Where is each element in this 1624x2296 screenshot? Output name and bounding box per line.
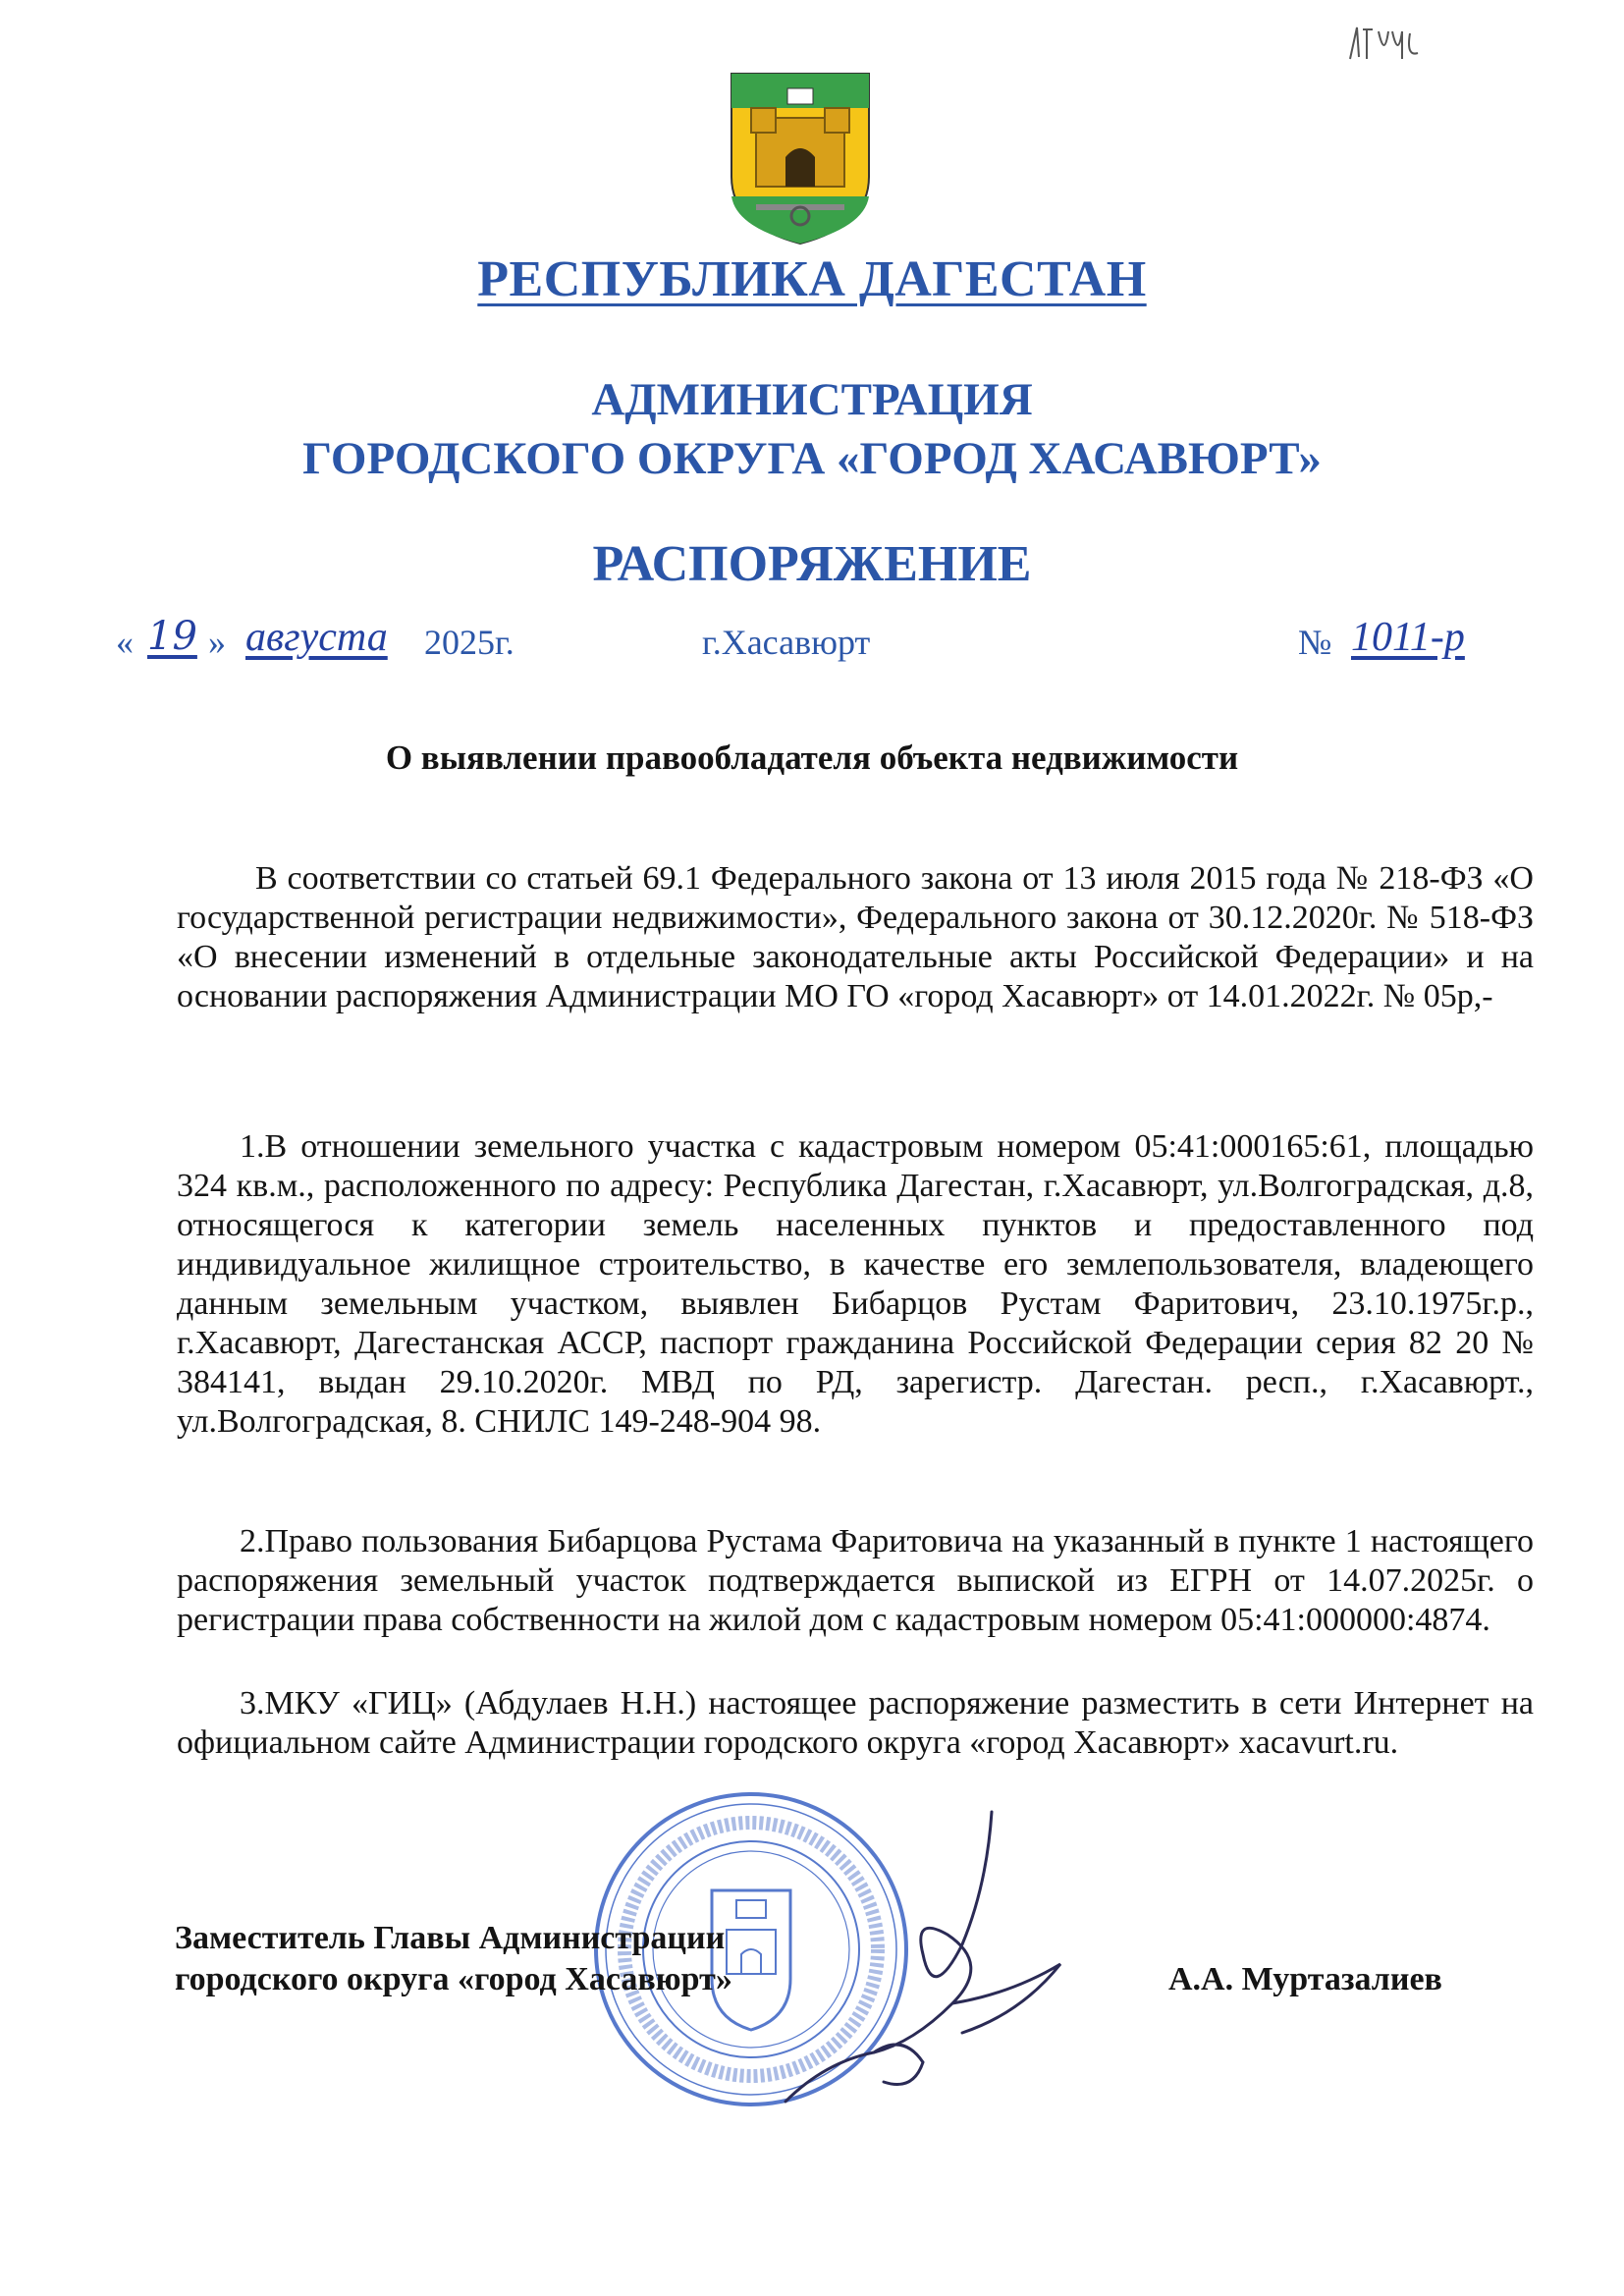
document-number-label: № <box>1298 623 1332 662</box>
administration-heading-line1: АДМИНИСТРАЦИЯ <box>591 374 1033 425</box>
signatory-position-line2: городского округа «город Хасавюрт» <box>175 1961 732 1997</box>
document-type-heading: РАСПОРЯЖЕНИЕ <box>592 536 1032 592</box>
item-1-paragraph: 1.В отношении земельного участка с кадастровым номером 05:41:000165:61, площадью 324 кв.м., расположенного по адресу: Республика Дагестан, г.Хасавюрт, ул.Волгоградская, д.8, относящегося к категории земель населенных пунктов и предоставленного под индивидуальное жилищное строительство, в качестве его землепользователя, владеющего данным земельным участком, выявлен Бибарцов Рустам Фаритович, 23.10.1975г.р., г.Хасавюрт, Дагестанская АССР, паспорт гражданина Российской Федерации серия 82 20 № 384141, выдан 29.10.2020г. МВД по РД, зарегистр. Дагестан. респ., г.Хасавюрт., ул.Волгоградская, 8. СНИЛС 149-248-904 98. <box>177 1128 1534 1440</box>
date-number-line <box>0 614 1624 673</box>
intro-paragraph: В соответствии со статьей 69.1 Федерального закона от 13 июля 2015 года № 218-ФЗ «О государственной регистрации недвижимости», Федерального закона от 30.12.2020г. № 518-ФЗ «О внесении изменений в отдельные законодательные акты Российской Федерации» и на основании распоряжения Администрации МО ГО «город Хасавюрт» от 14.01.2022г. № 05р,- <box>177 860 1534 1014</box>
date-day-handwritten: 19 <box>147 614 197 659</box>
handwritten-corner-mark <box>1345 20 1453 69</box>
city-coat-of-arms-icon <box>727 69 874 246</box>
date-quote-close: » <box>208 623 226 662</box>
item-2-paragraph: 2.Право пользования Бибарцова Рустама Фаритовича на указанный в пункте 1 настоящего распоряжения земельный участок подтверждается выпиской из ЕГРН от 14.07.2025г. о регистрации права собственности на жилой дом с кадастровым номером 05:41:000000:4874. <box>177 1523 1534 1638</box>
handwritten-signature <box>766 1807 1139 2141</box>
signatory-name: А.А. Муртазалиев <box>1168 1961 1442 1997</box>
item-3-paragraph: 3.МКУ «ГИЦ» (Абдулаев Н.Н.) настоящее распоряжение разместить в сети Интернет на официальном сайте Администрации городского округа «город Хасавюрт» xacavurt.ru. <box>177 1685 1534 1761</box>
document-subject: О выявлении правообладателя объекта недвижимости <box>385 738 1239 777</box>
date-month-handwritten: августа <box>245 615 388 660</box>
signatory-position-line1: Заместитель Главы Администрации <box>175 1920 726 1956</box>
document-city: г.Хасавюрт <box>702 623 871 662</box>
document-number-handwritten: 1011-р <box>1351 615 1465 660</box>
administration-heading-line2: ГОРОДСКОГО ОКРУГА «ГОРОД ХАСАВЮРТ» <box>302 433 1322 484</box>
republic-heading: РЕСПУБЛИКА ДАГЕСТАН <box>477 251 1147 307</box>
date-quote-open: « <box>116 623 134 662</box>
date-year: 2025г. <box>424 623 514 662</box>
